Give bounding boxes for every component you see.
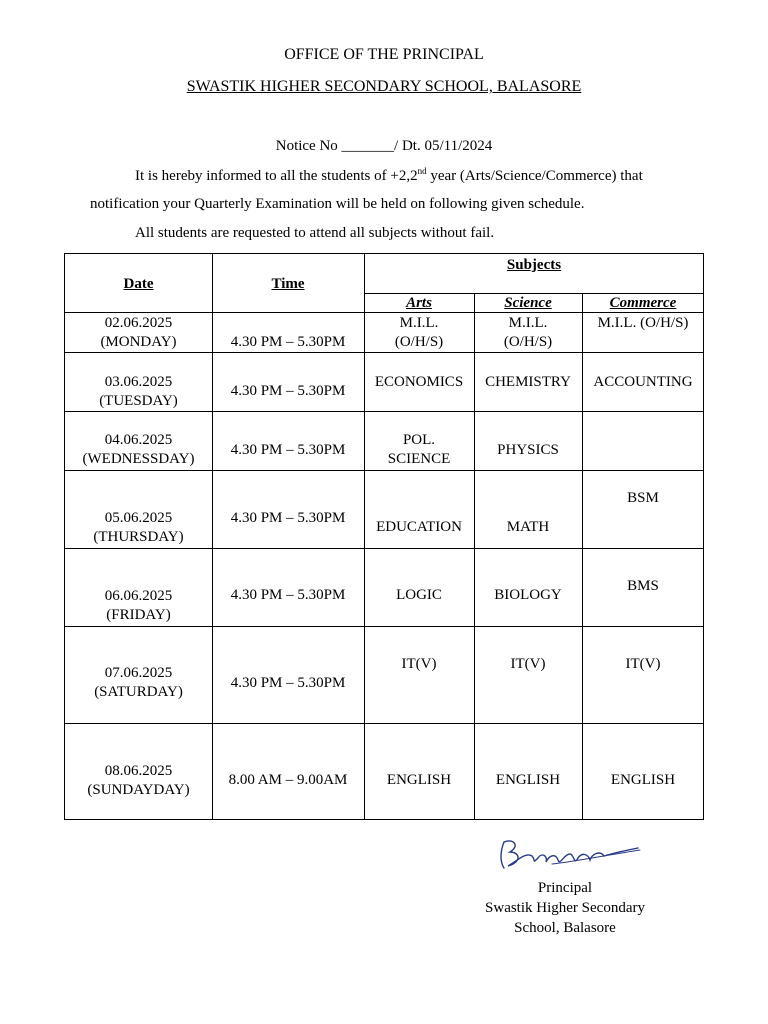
school-title: SWASTIK HIGHER SECONDARY SCHOOL, BALASORE (186, 78, 582, 95)
header-arts-label: Arts (406, 295, 432, 311)
grid-line (65, 470, 703, 471)
signature-school-line-2: School, Balasore (514, 920, 616, 936)
header-time (212, 275, 364, 294)
notice-superscript: nd (417, 166, 427, 176)
header-science (474, 294, 582, 313)
subject-text: POL. (402, 432, 436, 448)
row-arts: ENGLISH (386, 772, 452, 788)
day-text: (SUNDAYDAY) (87, 782, 190, 798)
row-commerce: M.I.L. (O/H/S) (597, 315, 689, 331)
row-commerce: ACCOUNTING (593, 374, 693, 390)
row-science: CHEMISTRY (485, 374, 571, 390)
date-text: 02.06.2025 (104, 315, 173, 331)
row-science: BIOLOGY (494, 587, 562, 603)
day-text: (FRIDAY) (106, 607, 171, 623)
date-text: 04.06.2025 (104, 432, 173, 448)
header-commerce (582, 294, 704, 313)
header-date (65, 275, 212, 294)
grid-line (65, 626, 703, 627)
row-science: IT(V) (510, 656, 546, 672)
header-commerce-label: Commerce (609, 295, 677, 311)
subject-text: M.I.L. (508, 315, 548, 331)
header-subjects (364, 256, 704, 275)
day-text: (THURSDAY) (93, 529, 184, 545)
schedule-table (64, 253, 704, 820)
row-date (65, 373, 212, 411)
subject-text: (O/H/S) (394, 334, 444, 350)
row-arts (364, 314, 474, 352)
row-time: 4.30 PM – 5.30PM (230, 334, 346, 350)
row-commerce: IT(V) (625, 656, 661, 672)
row-time: 4.30 PM – 5.30PM (230, 587, 346, 603)
row-commerce: BSM (627, 490, 659, 506)
notice-line-2: notification your Quarterly Examination will be held on following given schedule. (90, 196, 585, 212)
date-text: 03.06.2025 (104, 374, 173, 390)
row-time: 4.30 PM – 5.30PM (230, 675, 346, 691)
day-text: (TUESDAY) (99, 393, 178, 409)
notice-number: Notice No _______/ Dt. 05/11/2024 (275, 138, 493, 154)
row-date (65, 314, 212, 352)
day-text: (MONDAY) (100, 334, 177, 350)
principal-signature (492, 832, 652, 876)
grid-line (65, 723, 703, 724)
row-time: 4.30 PM – 5.30PM (230, 383, 346, 399)
notice-line-1-b: year (Arts/Science/Commerce) that (426, 168, 643, 184)
header-date-label: Date (123, 276, 154, 292)
row-arts: EDUCATION (376, 519, 462, 535)
office-title: OFFICE OF THE PRINCIPAL (284, 46, 484, 63)
row-arts: ECONOMICS (374, 374, 464, 390)
date-text: 05.06.2025 (104, 510, 173, 526)
date-text: 07.06.2025 (104, 665, 173, 681)
row-date (65, 587, 212, 625)
row-science: PHYSICS (497, 442, 559, 458)
row-science: MATH (506, 519, 550, 535)
subject-text: M.I.L. (399, 315, 439, 331)
row-commerce: ENGLISH (610, 772, 676, 788)
day-text: (WEDNESSDAY) (82, 451, 195, 467)
grid-line (65, 548, 703, 549)
row-science: ENGLISH (495, 772, 561, 788)
header-subjects-label: Subjects (506, 257, 562, 273)
header-time-label: Time (271, 276, 305, 292)
row-time: 4.30 PM – 5.30PM (230, 510, 346, 526)
row-commerce: BMS (627, 578, 659, 594)
row-date (65, 762, 212, 800)
row-arts: LOGIC (396, 587, 442, 603)
day-text: (SATURDAY) (94, 684, 183, 700)
notice-line-3: All students are requested to attend all subjects without fail. (135, 225, 495, 241)
grid-line (65, 352, 703, 353)
notice-line-1 (135, 166, 643, 185)
row-date (65, 664, 212, 702)
row-science (474, 314, 582, 352)
subject-text: SCIENCE (387, 451, 451, 467)
row-time: 4.30 PM – 5.30PM (230, 442, 346, 458)
subject-text: (O/H/S) (503, 334, 553, 350)
row-time: 8.00 AM – 9.00AM (228, 772, 348, 788)
header-arts (364, 294, 474, 313)
principal-title: Principal (537, 880, 593, 896)
signature-block (455, 878, 675, 938)
header-science-label: Science (504, 295, 552, 311)
row-date (65, 431, 212, 469)
signature-school-line-1: Swastik Higher Secondary (485, 900, 645, 916)
date-text: 06.06.2025 (104, 588, 173, 604)
row-arts (364, 431, 474, 469)
date-text: 08.06.2025 (104, 763, 173, 779)
row-arts: IT(V) (401, 656, 437, 672)
row-date (65, 509, 212, 547)
notice-line-1-a: It is hereby informed to all the students of +2,2 (135, 168, 418, 184)
grid-line (65, 411, 703, 412)
